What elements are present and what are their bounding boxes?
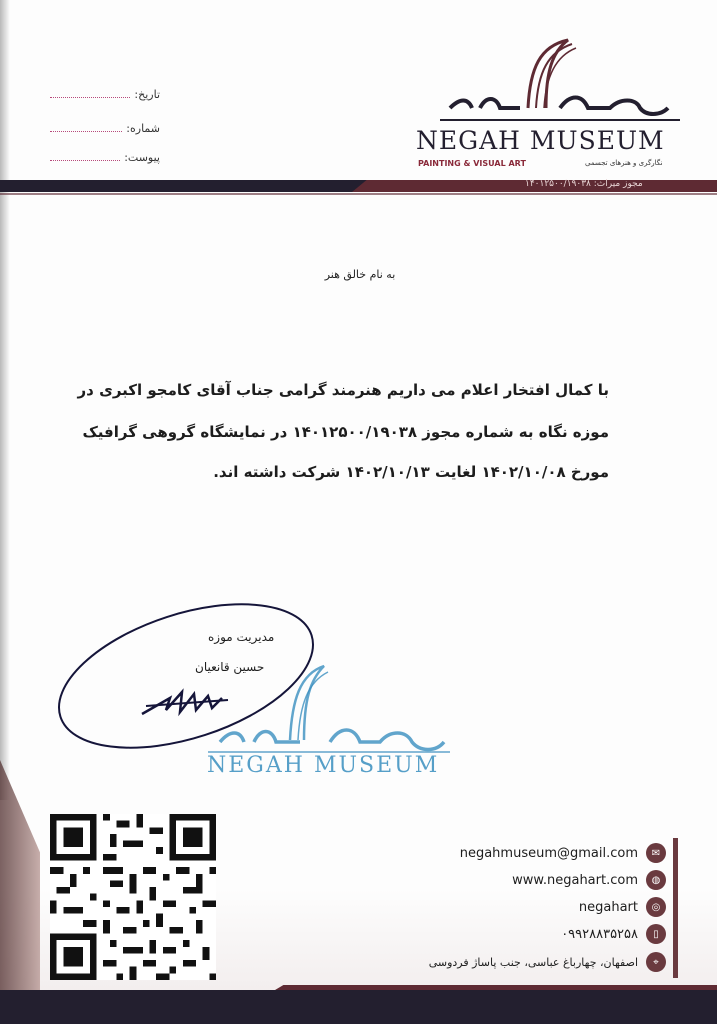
- contact-email: [380, 843, 666, 863]
- number-label: شماره:: [126, 122, 160, 135]
- globe-icon: ◍: [646, 870, 666, 890]
- greeting: به نام خالق هنر: [324, 268, 396, 281]
- instagram-icon: ◎: [646, 897, 666, 917]
- signature-name: حسین قانعیان: [195, 660, 265, 674]
- date-label: تاریخ:: [134, 88, 160, 101]
- signature-title: مدیریت موزه: [208, 630, 275, 644]
- instagram-text: negahart: [578, 899, 638, 915]
- date-line: [50, 91, 130, 98]
- logo-subtitle-en: PAINTING & VISUAL ART: [418, 159, 526, 168]
- address-text: اصفهان، چهارباغ عباسی، جنب پاساژ فردوسی: [428, 955, 638, 969]
- email-text: negahmuseum@gmail.com: [459, 845, 638, 861]
- phone-icon: ▯: [646, 924, 666, 944]
- footer-band-dark: [0, 990, 717, 1024]
- location-icon: ⌖: [646, 952, 666, 972]
- logo-title: NEGAH MUSEUM: [416, 126, 665, 155]
- contact-accent-bar: [673, 838, 678, 978]
- license-number: مجوز میراث: ۱۴۰۱۲۵۰۰/۱۹۰۳۸: [525, 179, 643, 189]
- museum-logo-mark: [440, 38, 680, 138]
- stamp-text: NEGAH MUSEUM: [207, 753, 440, 778]
- number-line: [50, 125, 122, 132]
- qr-code: [50, 814, 216, 980]
- date-field: [50, 88, 160, 101]
- phone-text: ۰۹۹۲۸۸۳۵۲۵۸: [561, 926, 638, 942]
- header-divider: [0, 193, 717, 195]
- attachment-label: پیوست:: [124, 151, 160, 164]
- letter-line-1: با کمال افتخار اعلام می داریم هنرمند گرامی جناب آقای کامجو اکبری در: [77, 381, 609, 399]
- logo-subtitle-fa: نگارگری و هنرهای تجسمی: [585, 159, 663, 167]
- contact-address: [380, 952, 666, 972]
- contact-instagram: [380, 897, 666, 917]
- number-field: [50, 122, 160, 135]
- attachment-line: [50, 154, 120, 161]
- website-text: www.negahart.com: [512, 872, 638, 888]
- letter-line-3: مورخ ۱۴۰۲/۱۰/۰۸ لغایت ۱۴۰۲/۱۰/۱۳ شرکت داشته اند.: [213, 463, 609, 481]
- contact-website: [380, 870, 666, 890]
- letter-line-2: موزه نگاه به شماره مجوز ۱۴۰۱۲۵۰۰/۱۹۰۳۸ در نمایشگاه گروهی گرافیک: [82, 423, 609, 441]
- email-icon: ✉: [646, 843, 666, 863]
- contact-phone: [380, 924, 666, 944]
- attachment-field: [50, 151, 160, 164]
